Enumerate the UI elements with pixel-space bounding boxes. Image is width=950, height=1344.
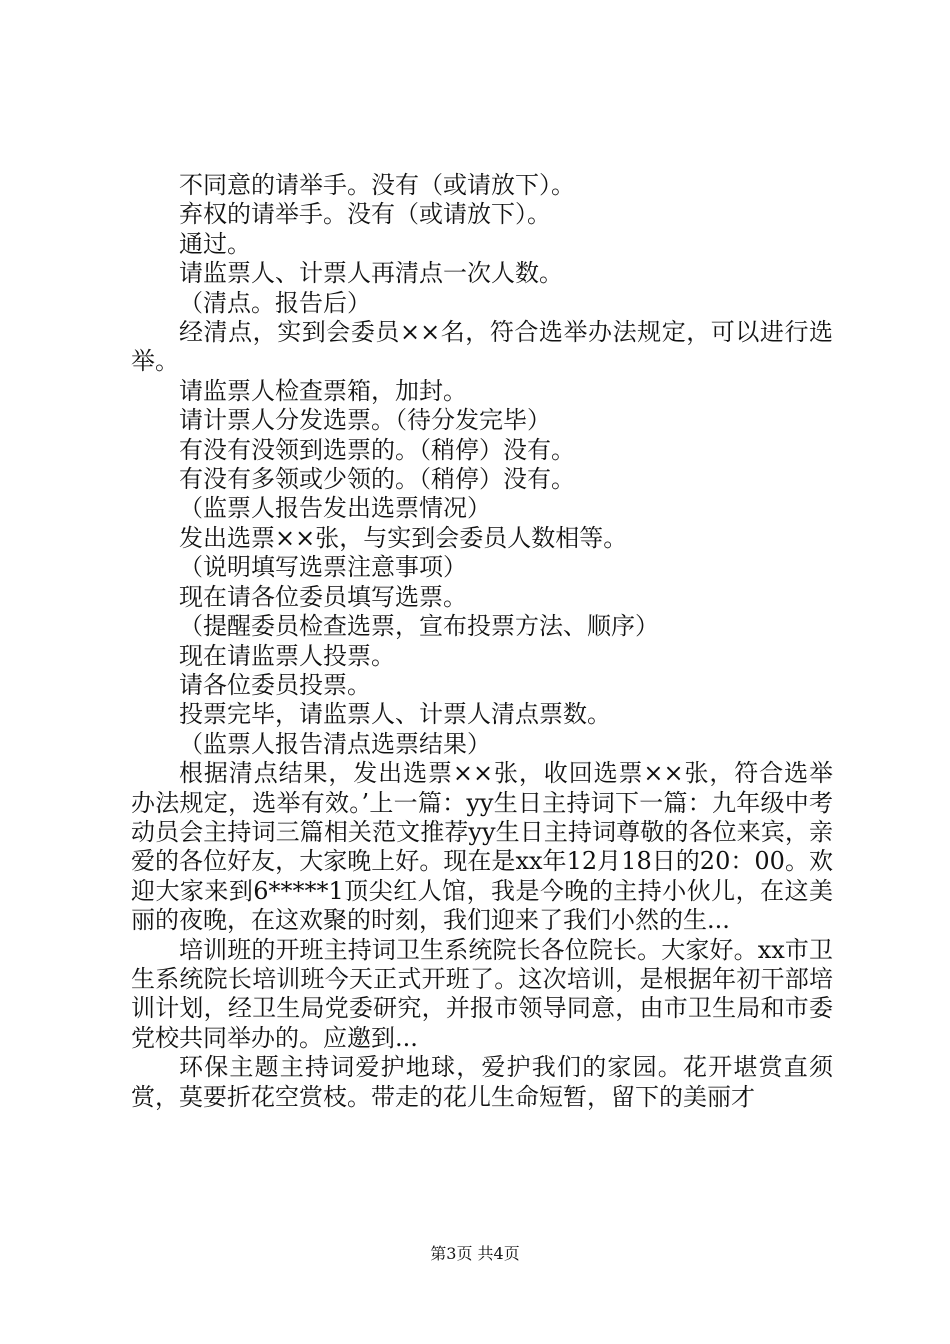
paragraph: 有没有多领或少领的。（稍停）没有。: [179, 465, 575, 494]
paragraph: 请监票人检查票箱，加封。: [179, 376, 467, 405]
paragraph: 通过。: [179, 229, 251, 258]
paragraph: 有没有没领到选票的。（稍停）没有。: [179, 435, 575, 464]
paragraph: 弃权的请举手。没有（或请放下）。: [179, 200, 551, 229]
page-number: 第3页 共4页: [430, 1244, 520, 1263]
paragraph: 投票完毕，请监票人、计票人清点票数。: [179, 700, 611, 729]
page-footer: [0, 1244, 950, 1264]
paragraph: 现在请各位委员填写选票。: [179, 582, 467, 611]
paragraph: （监票人报告发出选票情况）: [179, 494, 491, 523]
paragraph: （清点。报告后）: [179, 288, 371, 317]
paragraph: 不同意的请举手。没有（或请放下）。: [179, 171, 575, 199]
paragraph: 请计票人分发选票。（待分发完毕）: [179, 406, 551, 435]
paragraph: 发出选票××张，与实到会委员人数相等。: [179, 523, 628, 552]
paragraph: 根据清点结果，发出选票××张，收回选票××张，符合选举办法规定，选举有效。’上一篇：yy生日主持词下一篇：九年级中考动员会主持词三篇相关范文推荐yy生日主持词尊敬的各位来宾，亲爱的各位好友，大家晚上好。现在是xx年12月18日的20：00。欢迎大家来到6*****1顶尖红人馆，我是今晚的主持小伙儿，在这美丽的夜晚，在这欢聚的时刻，我们迎来了我们小然的生...: [131, 759, 833, 935]
paragraph: 环保主题主持词爱护地球，爱护我们的家园。花开堪赏直须赏，莫要折花空赏枝。带走的花儿生命短暂，留下的美丽才: [131, 1053, 833, 1111]
paragraph: 请各位委员投票。: [179, 670, 371, 699]
paragraph: （说明填写选票注意事项）: [179, 553, 467, 582]
paragraph: 现在请监票人投票。: [179, 641, 395, 670]
paragraph: 培训班的开班主持词卫生系统院长各位院长。大家好。xx市卫生系统院长培训班今天正式开班了。这次培训，是根据年初干部培训计划，经卫生局党委研究，并报市领导同意，由市卫生局和市委党校共同举办的。应邀到...: [131, 935, 833, 1052]
paragraph: （提醒委员检查选票，宣布投票方法、顺序）: [179, 612, 659, 641]
document-body: [131, 171, 833, 1112]
paragraph: 请监票人、计票人再清点一次人数。: [179, 259, 563, 288]
paragraph: （监票人报告清点选票结果）: [179, 729, 491, 758]
paragraph: 经清点，实到会委员××名，符合选举办法规定，可以进行选举。: [131, 318, 833, 376]
